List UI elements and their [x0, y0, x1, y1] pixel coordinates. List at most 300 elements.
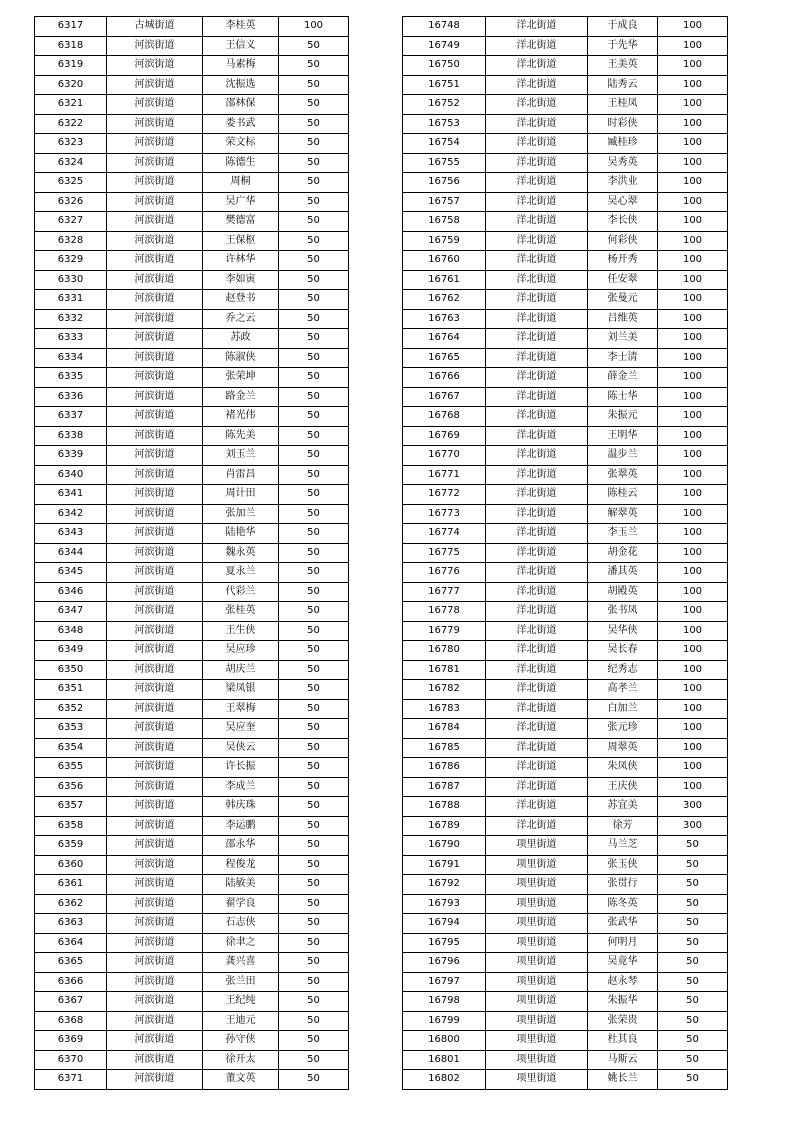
id-cell: 16766: [403, 368, 486, 388]
id-cell: 16780: [403, 641, 486, 661]
id-cell: 6319: [35, 56, 107, 76]
table-row: [403, 446, 728, 466]
table-row: [403, 524, 728, 544]
street-cell: 河滨街道: [107, 933, 203, 953]
name-cell: 龚兴喜: [203, 953, 279, 973]
table-row: [35, 446, 349, 466]
id-cell: 16778: [403, 602, 486, 622]
amount-cell: 100: [658, 621, 728, 641]
name-cell: 张元珍: [588, 719, 658, 739]
street-cell: 洋北街道: [486, 738, 588, 758]
id-cell: 16774: [403, 524, 486, 544]
name-cell: 程俊龙: [203, 855, 279, 875]
amount-cell: 50: [658, 1050, 728, 1070]
street-cell: 洋北街道: [486, 504, 588, 524]
name-cell: 高孝兰: [588, 680, 658, 700]
name-cell: 温步兰: [588, 446, 658, 466]
table-row: [35, 680, 349, 700]
table-row: [403, 992, 728, 1012]
street-cell: 项里街道: [486, 933, 588, 953]
id-cell: 6322: [35, 114, 107, 134]
table-row: [403, 894, 728, 914]
street-cell: 河滨街道: [107, 153, 203, 173]
id-cell: 16784: [403, 719, 486, 739]
table-row: [35, 933, 349, 953]
id-cell: 16792: [403, 875, 486, 895]
street-cell: 洋北街道: [486, 699, 588, 719]
name-cell: 刘兰美: [588, 329, 658, 349]
name-cell: 代彩兰: [203, 582, 279, 602]
street-cell: 项里街道: [486, 875, 588, 895]
street-cell: 洋北街道: [486, 777, 588, 797]
amount-cell: 50: [279, 153, 349, 173]
id-cell: 16753: [403, 114, 486, 134]
name-cell: 陆敏美: [203, 875, 279, 895]
name-cell: 周桐: [203, 173, 279, 193]
name-cell: 吴广华: [203, 192, 279, 212]
street-cell: 项里街道: [486, 836, 588, 856]
table-row: [403, 173, 728, 193]
street-cell: 项里街道: [486, 855, 588, 875]
table-row: [403, 836, 728, 856]
id-cell: 16777: [403, 582, 486, 602]
street-cell: 河滨街道: [107, 1011, 203, 1031]
street-cell: 河滨街道: [107, 953, 203, 973]
table-row: [403, 1050, 728, 1070]
street-cell: 河滨街道: [107, 1031, 203, 1051]
amount-cell: 50: [279, 465, 349, 485]
table-row: [35, 426, 349, 446]
name-cell: 赵永琴: [588, 972, 658, 992]
table-row: [35, 75, 349, 95]
table-row: [35, 17, 349, 37]
id-cell: 6340: [35, 465, 107, 485]
name-cell: 许林华: [203, 251, 279, 271]
id-cell: 6349: [35, 641, 107, 661]
table-row: [403, 75, 728, 95]
id-cell: 16785: [403, 738, 486, 758]
name-cell: 于成良: [588, 17, 658, 37]
table-row: [403, 134, 728, 154]
amount-cell: 50: [279, 1031, 349, 1051]
table-row: [403, 758, 728, 778]
table-row: [35, 387, 349, 407]
amount-cell: 100: [658, 426, 728, 446]
amount-cell: 100: [658, 329, 728, 349]
id-cell: 16802: [403, 1070, 486, 1090]
table-row: [403, 797, 728, 817]
id-cell: 6328: [35, 231, 107, 251]
table-row: [35, 192, 349, 212]
table-row: [35, 914, 349, 934]
id-cell: 6339: [35, 446, 107, 466]
amount-cell: 50: [658, 1070, 728, 1090]
table-row: [403, 563, 728, 583]
amount-cell: 100: [658, 75, 728, 95]
table-row: [35, 602, 349, 622]
name-cell: 胡殿英: [588, 582, 658, 602]
name-cell: 周翠英: [588, 738, 658, 758]
street-cell: 河滨街道: [107, 972, 203, 992]
street-cell: 河滨街道: [107, 563, 203, 583]
id-cell: 16767: [403, 387, 486, 407]
amount-cell: 100: [658, 17, 728, 37]
street-cell: 河滨街道: [107, 56, 203, 76]
street-cell: 河滨街道: [107, 660, 203, 680]
street-cell: 河滨街道: [107, 1070, 203, 1090]
id-cell: 6346: [35, 582, 107, 602]
table-row: [35, 290, 349, 310]
street-cell: 洋北街道: [486, 95, 588, 115]
table-row: [35, 134, 349, 154]
name-cell: 杨开秀: [588, 251, 658, 271]
street-cell: 洋北街道: [486, 485, 588, 505]
table-row: [35, 329, 349, 349]
amount-cell: 50: [279, 816, 349, 836]
street-cell: 河滨街道: [107, 231, 203, 251]
street-cell: 河滨街道: [107, 426, 203, 446]
amount-cell: 50: [658, 1011, 728, 1031]
name-cell: 徐开太: [203, 1050, 279, 1070]
name-cell: 王明华: [588, 426, 658, 446]
id-cell: 6317: [35, 17, 107, 37]
street-cell: 河滨街道: [107, 543, 203, 563]
street-cell: 洋北街道: [486, 348, 588, 368]
table-row: [35, 699, 349, 719]
amount-cell: 50: [279, 582, 349, 602]
street-cell: 洋北街道: [486, 329, 588, 349]
id-cell: 16801: [403, 1050, 486, 1070]
table-row: [35, 836, 349, 856]
name-cell: 薛金兰: [588, 368, 658, 388]
amount-cell: 50: [279, 933, 349, 953]
id-cell: 6331: [35, 290, 107, 310]
id-cell: 16799: [403, 1011, 486, 1031]
street-cell: 河滨街道: [107, 816, 203, 836]
amount-cell: 100: [658, 309, 728, 329]
id-cell: 16762: [403, 290, 486, 310]
amount-cell: 50: [279, 407, 349, 427]
street-cell: 项里街道: [486, 953, 588, 973]
street-cell: 河滨街道: [107, 75, 203, 95]
street-cell: 洋北街道: [486, 641, 588, 661]
amount-cell: 100: [658, 387, 728, 407]
name-cell: 张曼元: [588, 290, 658, 310]
amount-cell: 300: [658, 797, 728, 817]
id-cell: 16772: [403, 485, 486, 505]
table-row: [403, 192, 728, 212]
name-cell: 徐聿之: [203, 933, 279, 953]
street-cell: 河滨街道: [107, 329, 203, 349]
id-cell: 16789: [403, 816, 486, 836]
street-cell: 河滨街道: [107, 114, 203, 134]
amount-cell: 50: [279, 309, 349, 329]
table-row: [403, 465, 728, 485]
name-cell: 时彩侠: [588, 114, 658, 134]
table-row: [403, 972, 728, 992]
table-row: [403, 582, 728, 602]
table-row: [403, 933, 728, 953]
id-cell: 6358: [35, 816, 107, 836]
id-cell: 6335: [35, 368, 107, 388]
id-cell: 16756: [403, 173, 486, 193]
amount-cell: 50: [279, 368, 349, 388]
street-cell: 洋北街道: [486, 56, 588, 76]
amount-cell: 100: [658, 699, 728, 719]
name-cell: 何彩侠: [588, 231, 658, 251]
table-row: [403, 543, 728, 563]
amount-cell: 100: [658, 582, 728, 602]
amount-cell: 100: [658, 56, 728, 76]
table-row: [403, 231, 728, 251]
name-cell: 吴长春: [588, 641, 658, 661]
amount-cell: 100: [658, 738, 728, 758]
amount-cell: 50: [279, 953, 349, 973]
street-cell: 河滨街道: [107, 485, 203, 505]
left-table: [34, 16, 349, 1090]
street-cell: 河滨街道: [107, 270, 203, 290]
table-row: [403, 368, 728, 388]
street-cell: 河滨街道: [107, 758, 203, 778]
id-cell: 6362: [35, 894, 107, 914]
amount-cell: 50: [658, 914, 728, 934]
id-cell: 16763: [403, 309, 486, 329]
table-row: [403, 680, 728, 700]
amount-cell: 50: [279, 212, 349, 232]
name-cell: 王迪元: [203, 1011, 279, 1031]
table-row: [403, 309, 728, 329]
street-cell: 洋北街道: [486, 251, 588, 271]
name-cell: 王信义: [203, 36, 279, 56]
name-cell: 吕维英: [588, 309, 658, 329]
table-row: [35, 504, 349, 524]
amount-cell: 100: [658, 563, 728, 583]
id-cell: 16769: [403, 426, 486, 446]
table-row: [35, 543, 349, 563]
amount-cell: 50: [279, 641, 349, 661]
table-row: [403, 914, 728, 934]
name-cell: 翟学良: [203, 894, 279, 914]
street-cell: 河滨街道: [107, 602, 203, 622]
id-cell: 16781: [403, 660, 486, 680]
amount-cell: 50: [279, 524, 349, 544]
id-cell: 6367: [35, 992, 107, 1012]
street-cell: 河滨街道: [107, 875, 203, 895]
table-row: [403, 699, 728, 719]
street-cell: 河滨街道: [107, 368, 203, 388]
street-cell: 洋北街道: [486, 543, 588, 563]
name-cell: 吴应珍: [203, 641, 279, 661]
table-row: [403, 329, 728, 349]
id-cell: 16800: [403, 1031, 486, 1051]
street-cell: 洋北街道: [486, 660, 588, 680]
amount-cell: 50: [279, 836, 349, 856]
table-row: [403, 738, 728, 758]
id-cell: 16752: [403, 95, 486, 115]
table-row: [403, 95, 728, 115]
id-cell: 6348: [35, 621, 107, 641]
name-cell: 王美英: [588, 56, 658, 76]
name-cell: 李士清: [588, 348, 658, 368]
table-row: [35, 797, 349, 817]
id-cell: 6365: [35, 953, 107, 973]
id-cell: 6325: [35, 173, 107, 193]
id-cell: 6352: [35, 699, 107, 719]
name-cell: 张兰田: [203, 972, 279, 992]
street-cell: 项里街道: [486, 894, 588, 914]
table-row: [403, 153, 728, 173]
id-cell: 6329: [35, 251, 107, 271]
street-cell: 洋北街道: [486, 758, 588, 778]
street-cell: 河滨街道: [107, 446, 203, 466]
street-cell: 项里街道: [486, 1070, 588, 1090]
table-row: [35, 953, 349, 973]
street-cell: 河滨街道: [107, 582, 203, 602]
street-cell: 河滨街道: [107, 797, 203, 817]
amount-cell: 100: [658, 114, 728, 134]
amount-cell: 100: [658, 446, 728, 466]
table-row: [35, 992, 349, 1012]
amount-cell: 50: [279, 875, 349, 895]
table-row: [35, 563, 349, 583]
name-cell: 陈冬英: [588, 894, 658, 914]
amount-cell: 100: [658, 660, 728, 680]
id-cell: 16760: [403, 251, 486, 271]
name-cell: 张书凤: [588, 602, 658, 622]
table-row: [403, 270, 728, 290]
table-row: [35, 1050, 349, 1070]
street-cell: 项里街道: [486, 914, 588, 934]
street-cell: 河滨街道: [107, 524, 203, 544]
amount-cell: 100: [658, 290, 728, 310]
table-row: [35, 719, 349, 739]
street-cell: 项里街道: [486, 972, 588, 992]
amount-cell: 100: [658, 134, 728, 154]
table-row: [403, 602, 728, 622]
id-cell: 6353: [35, 719, 107, 739]
amount-cell: 50: [279, 290, 349, 310]
table-row: [35, 56, 349, 76]
name-cell: 李长侠: [588, 212, 658, 232]
amount-cell: 50: [279, 543, 349, 563]
street-cell: 河滨街道: [107, 641, 203, 661]
name-cell: 刘玉兰: [203, 446, 279, 466]
table-row: [35, 270, 349, 290]
amount-cell: 50: [279, 114, 349, 134]
table-row: [403, 504, 728, 524]
name-cell: 肖雷昌: [203, 465, 279, 485]
id-cell: 6320: [35, 75, 107, 95]
table-row: [35, 153, 349, 173]
name-cell: 张桂英: [203, 602, 279, 622]
amount-cell: 50: [279, 36, 349, 56]
name-cell: 吴应奎: [203, 719, 279, 739]
street-cell: 河滨街道: [107, 777, 203, 797]
amount-cell: 100: [658, 270, 728, 290]
street-cell: 河滨街道: [107, 290, 203, 310]
name-cell: 杜其良: [588, 1031, 658, 1051]
street-cell: 洋北街道: [486, 231, 588, 251]
id-cell: 6369: [35, 1031, 107, 1051]
table-row: [35, 816, 349, 836]
table-row: [35, 894, 349, 914]
table-row: [35, 231, 349, 251]
id-cell: 16761: [403, 270, 486, 290]
id-cell: 16775: [403, 543, 486, 563]
table-row: [35, 777, 349, 797]
id-cell: 16782: [403, 680, 486, 700]
table-row: [403, 1031, 728, 1051]
name-cell: 陈德生: [203, 153, 279, 173]
id-cell: 16750: [403, 56, 486, 76]
id-cell: 16754: [403, 134, 486, 154]
name-cell: 胡庆兰: [203, 660, 279, 680]
amount-cell: 100: [658, 192, 728, 212]
id-cell: 16773: [403, 504, 486, 524]
table-row: [403, 816, 728, 836]
table-row: [403, 212, 728, 232]
amount-cell: 50: [658, 1031, 728, 1051]
table-row: [403, 855, 728, 875]
id-cell: 6347: [35, 602, 107, 622]
table-row: [35, 972, 349, 992]
amount-cell: 100: [658, 758, 728, 778]
amount-cell: 50: [658, 894, 728, 914]
id-cell: 6327: [35, 212, 107, 232]
id-cell: 16795: [403, 933, 486, 953]
table-row: [403, 641, 728, 661]
amount-cell: 50: [279, 797, 349, 817]
street-cell: 古城街道: [107, 17, 203, 37]
amount-cell: 50: [658, 836, 728, 856]
name-cell: 李如寅: [203, 270, 279, 290]
name-cell: 张荣坤: [203, 368, 279, 388]
name-cell: 李桂英: [203, 17, 279, 37]
table-row: [35, 95, 349, 115]
name-cell: 王生侠: [203, 621, 279, 641]
name-cell: 娄书武: [203, 114, 279, 134]
name-cell: 孙守侠: [203, 1031, 279, 1051]
table-row: [35, 368, 349, 388]
street-cell: 河滨街道: [107, 621, 203, 641]
amount-cell: 50: [279, 777, 349, 797]
name-cell: 魏永英: [203, 543, 279, 563]
amount-cell: 100: [658, 465, 728, 485]
name-cell: 许长振: [203, 758, 279, 778]
table-row: [403, 251, 728, 271]
id-cell: 16755: [403, 153, 486, 173]
name-cell: 吴秀英: [588, 153, 658, 173]
amount-cell: 50: [279, 563, 349, 583]
id-cell: 6318: [35, 36, 107, 56]
id-cell: 6356: [35, 777, 107, 797]
street-cell: 河滨街道: [107, 173, 203, 193]
name-cell: 解翠英: [588, 504, 658, 524]
table-row: [403, 1011, 728, 1031]
id-cell: 16768: [403, 407, 486, 427]
id-cell: 6341: [35, 485, 107, 505]
name-cell: 潘其英: [588, 563, 658, 583]
street-cell: 洋北街道: [486, 153, 588, 173]
street-cell: 洋北街道: [486, 270, 588, 290]
name-cell: 王庆侠: [588, 777, 658, 797]
id-cell: 6361: [35, 875, 107, 895]
name-cell: 何明月: [588, 933, 658, 953]
table-row: [403, 1070, 728, 1090]
street-cell: 洋北街道: [486, 387, 588, 407]
name-cell: 褚光伟: [203, 407, 279, 427]
street-cell: 河滨街道: [107, 95, 203, 115]
